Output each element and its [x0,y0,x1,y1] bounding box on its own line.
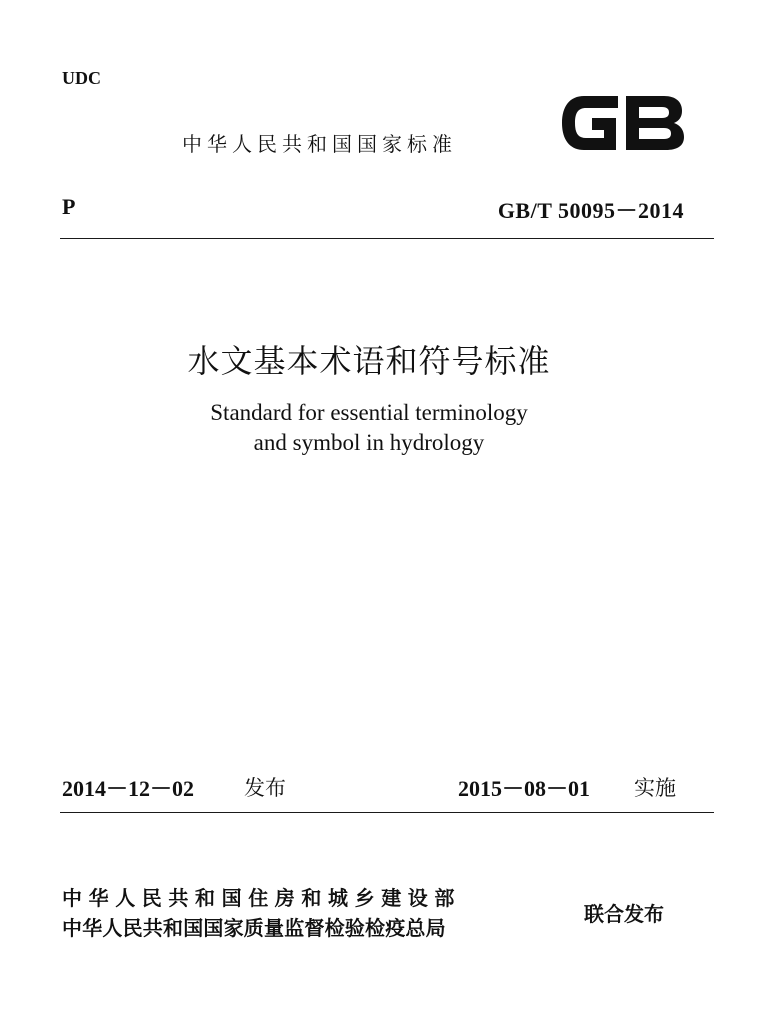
title-chinese: 水文基本术语和符号标准 [187,342,551,380]
joint-publish-label: 联合发布 [584,902,664,926]
classification-code: P [62,194,76,219]
national-standard-heading: 中华人民共和国国家标准 [182,132,457,156]
gb-logo [556,88,688,158]
issue-date: 2014－12－02 [62,776,195,801]
title-english-line1: Standard for essential terminology [210,400,528,425]
implementation-label: 实施 [634,776,676,800]
implementation-date: 2015－08－01 [458,776,591,801]
footer-divider [60,812,714,813]
publisher-line2: 中华人民共和国国家质量监督检验检疫总局 [62,916,446,940]
publisher-line1: 中华人民共和国住房和城乡建设部 [62,886,461,910]
udc-label: UDC [62,68,101,88]
header-divider [60,238,714,239]
gb-logo-text: GB [620,127,624,129]
issue-label: 发布 [244,776,286,800]
title-english-line2: and symbol in hydrology [253,430,485,455]
standard-number: GB/T 50095－2014 [497,198,684,223]
